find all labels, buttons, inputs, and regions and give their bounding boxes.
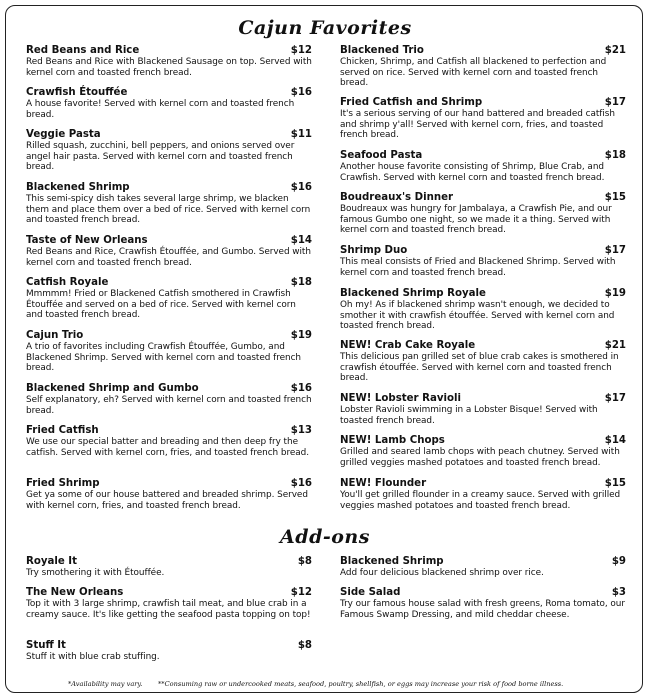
item-name: Cajun Trio [26, 330, 84, 341]
item-description: Red Beans and Rice with Blackened Sausage on top. Served with kernel corn and toasted french bread. [26, 57, 312, 78]
item-name: NEW! Lamb Chops [340, 435, 445, 446]
item-name: Fried Shrimp [26, 478, 100, 489]
menu-item [340, 97, 626, 141]
menu-item [26, 556, 312, 579]
item-name: The New Orleans [26, 587, 124, 598]
item-description: Rilled squash, zucchini, bell peppers, and onions served over angel hair pasta. Served with kernel corn and toasted french bread. [26, 141, 295, 173]
item-description: Try our famous house salad with fresh greens, Roma tomato, our Famous Swamp Dressing, and mild cheddar cheese. [340, 599, 625, 620]
item-name: Blackened Shrimp [26, 182, 130, 193]
item-name: Crawfish Étouffée [26, 87, 128, 98]
item-name: Blackened Shrimp and Gumbo [26, 383, 199, 394]
section-title-add-ons: Add-ons [280, 526, 370, 548]
item-description: Red Beans and Rice, Crawfish Étouffée, and Gumbo. Served with kernel corn and toasted french bread. [26, 247, 311, 268]
item-price: $13 [290, 425, 312, 436]
menu-item [26, 478, 312, 511]
item-name: Catfish Royale [26, 277, 109, 288]
menu-item [26, 277, 312, 321]
menu-item [340, 245, 626, 278]
item-description: This delicious pan grilled set of blue crab cakes is smothered in crawfish étouffée. Served with kernel corn and toasted french bread. [340, 352, 619, 384]
item-description: Oh my! As if blackened shrimp wasn't enough, we decided to smother it with crawfish étouffée. Served with kernel corn and toasted french bread. [340, 300, 615, 332]
item-description: Boudreaux was hungry for Jambalaya, a Crawfish Pie, and our famous Gumbo one night, so we made it a thing. Served with kernel corn and toasted french bread. [340, 204, 612, 236]
menu-item [340, 340, 626, 384]
item-price: $19 [604, 288, 626, 299]
item-price: $14 [290, 235, 312, 246]
item-price: $16 [290, 478, 312, 489]
item-name: Red Beans and Rice [26, 45, 140, 56]
menu-item [340, 393, 626, 426]
item-price: $18 [604, 150, 626, 161]
item-price: $18 [290, 277, 312, 288]
item-price: $21 [604, 340, 626, 351]
item-description: Self explanatory, eh? Served with kernel corn and toasted french bread. [26, 395, 312, 416]
menu-item [26, 640, 312, 663]
item-price: $15 [604, 192, 626, 203]
item-description: This semi-spicy dish takes several large shrimp, we blacken them and place them over a bed of rice. Served with kernel corn and toasted french bread. [26, 194, 311, 226]
item-description: Grilled and seared lamb chops with peach chutney. Served with grilled veggies mashed potatoes and toasted french bread. [340, 447, 620, 468]
menu-item [26, 182, 312, 226]
item-description: Another house favorite consisting of Shrimp, Blue Crab, and Crawfish. Served with kernel corn and toasted french bread. [340, 162, 605, 183]
item-description: Stuff it with blue crab stuffing. [26, 652, 160, 662]
item-name: NEW! Crab Cake Royale [340, 340, 476, 351]
item-price: $11 [290, 129, 312, 140]
availability-note: *Availability may vary. [68, 680, 143, 688]
item-price: $17 [604, 97, 626, 108]
item-description: A house favorite! Served with kernel corn and toasted french bread. [26, 99, 295, 120]
item-name: Fried Catfish [26, 425, 99, 436]
item-name: Veggie Pasta [26, 129, 101, 140]
menu-item [340, 288, 626, 332]
menu-item [26, 587, 312, 620]
item-name: Side Salad [340, 587, 401, 598]
menu-item [340, 150, 626, 183]
item-name: Blackened Shrimp [340, 556, 444, 567]
item-name: Fried Catfish and Shrimp [340, 97, 483, 108]
item-name: Stuff It [26, 640, 66, 651]
item-price: $9 [611, 556, 626, 567]
item-name: Blackened Shrimp Royale [340, 288, 486, 299]
item-price: $16 [290, 383, 312, 394]
menu-item [340, 556, 626, 579]
item-price: $17 [604, 393, 626, 404]
item-price: $16 [290, 182, 312, 193]
menu-item [340, 45, 626, 89]
section-title-cajun-favorites: Cajun Favorites [238, 17, 412, 39]
item-price: $21 [604, 45, 626, 56]
menu-item [26, 383, 312, 416]
item-description: Get ya some of our house battered and breaded shrimp. Served with kernel corn, fries, and toasted french bread. [26, 490, 308, 511]
menu-item [26, 330, 312, 374]
item-description: A trio of favorites including Crawfish Étouffée, Gumbo, and Blackened Shrimp. Served with kernel corn and toasted french bread. [26, 342, 301, 374]
item-description: You'll get grilled flounder in a creamy sauce. Served with grilled veggies mashed potatoes and toasted french bread. [340, 490, 621, 511]
item-name: Royale It [26, 556, 77, 567]
menu-item [26, 87, 312, 120]
item-price: $8 [297, 640, 312, 651]
item-name: NEW! Lobster Ravioli [340, 393, 461, 404]
item-description: Mmmmm! Fried or Blackened Catfish smothered in Crawfish Étouffée and served on a bed of rice. Served with kernel corn and toasted french bread. [26, 289, 296, 321]
item-name: NEW! Flounder [340, 478, 427, 489]
item-name: Taste of New Orleans [26, 235, 148, 246]
item-name: Blackened Trio [340, 45, 424, 56]
item-price: $8 [297, 556, 312, 567]
menu-item [26, 425, 312, 458]
menu-item [340, 587, 626, 620]
item-price: $3 [611, 587, 626, 598]
item-description: We use our special batter and breading and then deep fry the catfish. Served with kernel corn, fries, and toasted french bread. [26, 437, 310, 458]
item-description: Try smothering it with Étouffée. [26, 568, 165, 578]
menu-item [340, 478, 626, 511]
item-price: $14 [604, 435, 626, 446]
menu-item [26, 129, 312, 173]
item-name: Seafood Pasta [340, 150, 423, 161]
item-description: Add four delicious blackened shrimp over rice. [340, 568, 544, 578]
item-description: Top it with 3 large shrimp, crawfish tail meat, and blue crab in a creamy sauce. It's like getting the seafood pasta topping on top! [26, 599, 311, 620]
menu-item [340, 435, 626, 468]
menu-item [26, 235, 312, 268]
food-safety-warning: **Consuming raw or undercooked meats, seafood, poultry, shellfish, or eggs may increase your risk of food borne illness. [158, 680, 564, 688]
item-name: Boudreaux's Dinner [340, 192, 454, 203]
item-price: $17 [604, 245, 626, 256]
item-description: It's a serious serving of our hand battered and breaded catfish and shrimp y'all! Served with kernel corn, fries, and toasted french bread. [340, 109, 615, 141]
item-price: $12 [290, 587, 312, 598]
item-price: $12 [290, 45, 312, 56]
menu-item [26, 45, 312, 78]
item-price: $16 [290, 87, 312, 98]
item-description: Chicken, Shrimp, and Catfish all blackened to perfection and served on rice. Served with kernel corn and toasted french bread. [340, 57, 607, 89]
item-description: This meal consists of Fried and Blackened Shrimp. Served with kernel corn and toasted french bread. [340, 257, 616, 278]
item-price: $15 [604, 478, 626, 489]
menu-item [340, 192, 626, 236]
item-price: $19 [290, 330, 312, 341]
item-description: Lobster Ravioli swimming in a Lobster Bisque! Served with toasted french bread. [340, 405, 598, 426]
item-name: Shrimp Duo [340, 245, 408, 256]
